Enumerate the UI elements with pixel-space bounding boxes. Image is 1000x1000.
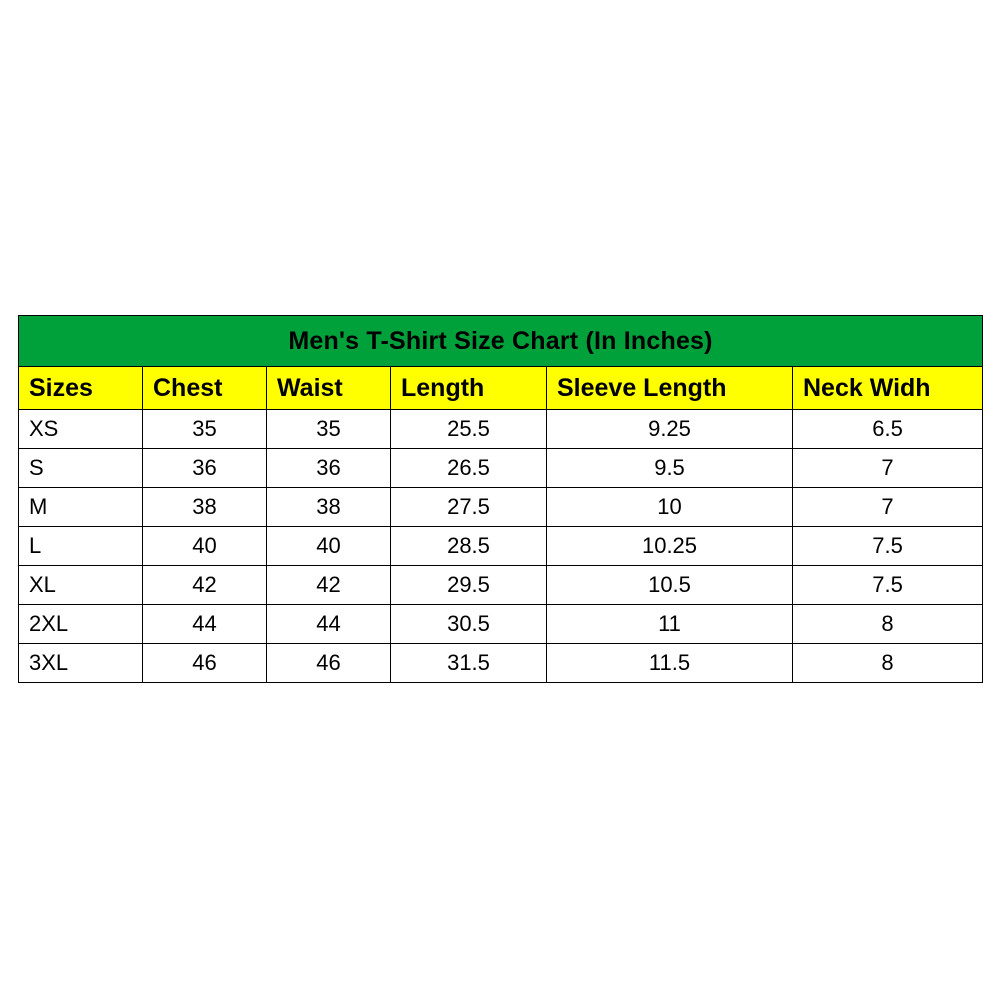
cell-neck-width: 8 bbox=[793, 644, 983, 683]
cell-chest: 35 bbox=[143, 410, 267, 449]
table-row bbox=[19, 488, 983, 527]
column-header-chest: Chest bbox=[143, 367, 267, 410]
cell-size: 2XL bbox=[19, 605, 143, 644]
cell-sleeve-length: 9.5 bbox=[547, 449, 793, 488]
cell-neck-width: 6.5 bbox=[793, 410, 983, 449]
cell-waist: 42 bbox=[267, 566, 391, 605]
cell-length: 30.5 bbox=[391, 605, 547, 644]
cell-sleeve-length: 11 bbox=[547, 605, 793, 644]
cell-waist: 35 bbox=[267, 410, 391, 449]
cell-length: 27.5 bbox=[391, 488, 547, 527]
table-row bbox=[19, 527, 983, 566]
cell-size: XL bbox=[19, 566, 143, 605]
cell-waist: 40 bbox=[267, 527, 391, 566]
cell-length: 26.5 bbox=[391, 449, 547, 488]
cell-waist: 44 bbox=[267, 605, 391, 644]
cell-waist: 46 bbox=[267, 644, 391, 683]
column-header-sleeve-length: Sleeve Length bbox=[547, 367, 793, 410]
column-header-neck-width: Neck Widh bbox=[793, 367, 983, 410]
column-header-sizes: Sizes bbox=[19, 367, 143, 410]
cell-length: 28.5 bbox=[391, 527, 547, 566]
size-chart-container bbox=[18, 315, 982, 683]
table-header-row bbox=[19, 367, 983, 410]
table-row bbox=[19, 605, 983, 644]
column-header-length: Length bbox=[391, 367, 547, 410]
table-row bbox=[19, 644, 983, 683]
cell-neck-width: 8 bbox=[793, 605, 983, 644]
cell-size: XS bbox=[19, 410, 143, 449]
chart-title: Men's T-Shirt Size Chart (In Inches) bbox=[19, 316, 983, 367]
cell-size: 3XL bbox=[19, 644, 143, 683]
cell-chest: 36 bbox=[143, 449, 267, 488]
cell-sleeve-length: 10.5 bbox=[547, 566, 793, 605]
cell-neck-width: 7.5 bbox=[793, 527, 983, 566]
cell-sleeve-length: 10.25 bbox=[547, 527, 793, 566]
cell-sleeve-length: 11.5 bbox=[547, 644, 793, 683]
cell-length: 31.5 bbox=[391, 644, 547, 683]
cell-length: 29.5 bbox=[391, 566, 547, 605]
cell-size: M bbox=[19, 488, 143, 527]
cell-neck-width: 7 bbox=[793, 488, 983, 527]
cell-waist: 38 bbox=[267, 488, 391, 527]
cell-length: 25.5 bbox=[391, 410, 547, 449]
table-row bbox=[19, 449, 983, 488]
cell-sleeve-length: 10 bbox=[547, 488, 793, 527]
size-chart-table bbox=[18, 315, 983, 683]
cell-chest: 46 bbox=[143, 644, 267, 683]
cell-chest: 38 bbox=[143, 488, 267, 527]
table-row bbox=[19, 410, 983, 449]
cell-sleeve-length: 9.25 bbox=[547, 410, 793, 449]
cell-waist: 36 bbox=[267, 449, 391, 488]
cell-neck-width: 7 bbox=[793, 449, 983, 488]
cell-neck-width: 7.5 bbox=[793, 566, 983, 605]
table-row bbox=[19, 566, 983, 605]
column-header-waist: Waist bbox=[267, 367, 391, 410]
cell-chest: 44 bbox=[143, 605, 267, 644]
cell-chest: 40 bbox=[143, 527, 267, 566]
table-title-row bbox=[19, 316, 983, 367]
cell-size: S bbox=[19, 449, 143, 488]
cell-chest: 42 bbox=[143, 566, 267, 605]
cell-size: L bbox=[19, 527, 143, 566]
